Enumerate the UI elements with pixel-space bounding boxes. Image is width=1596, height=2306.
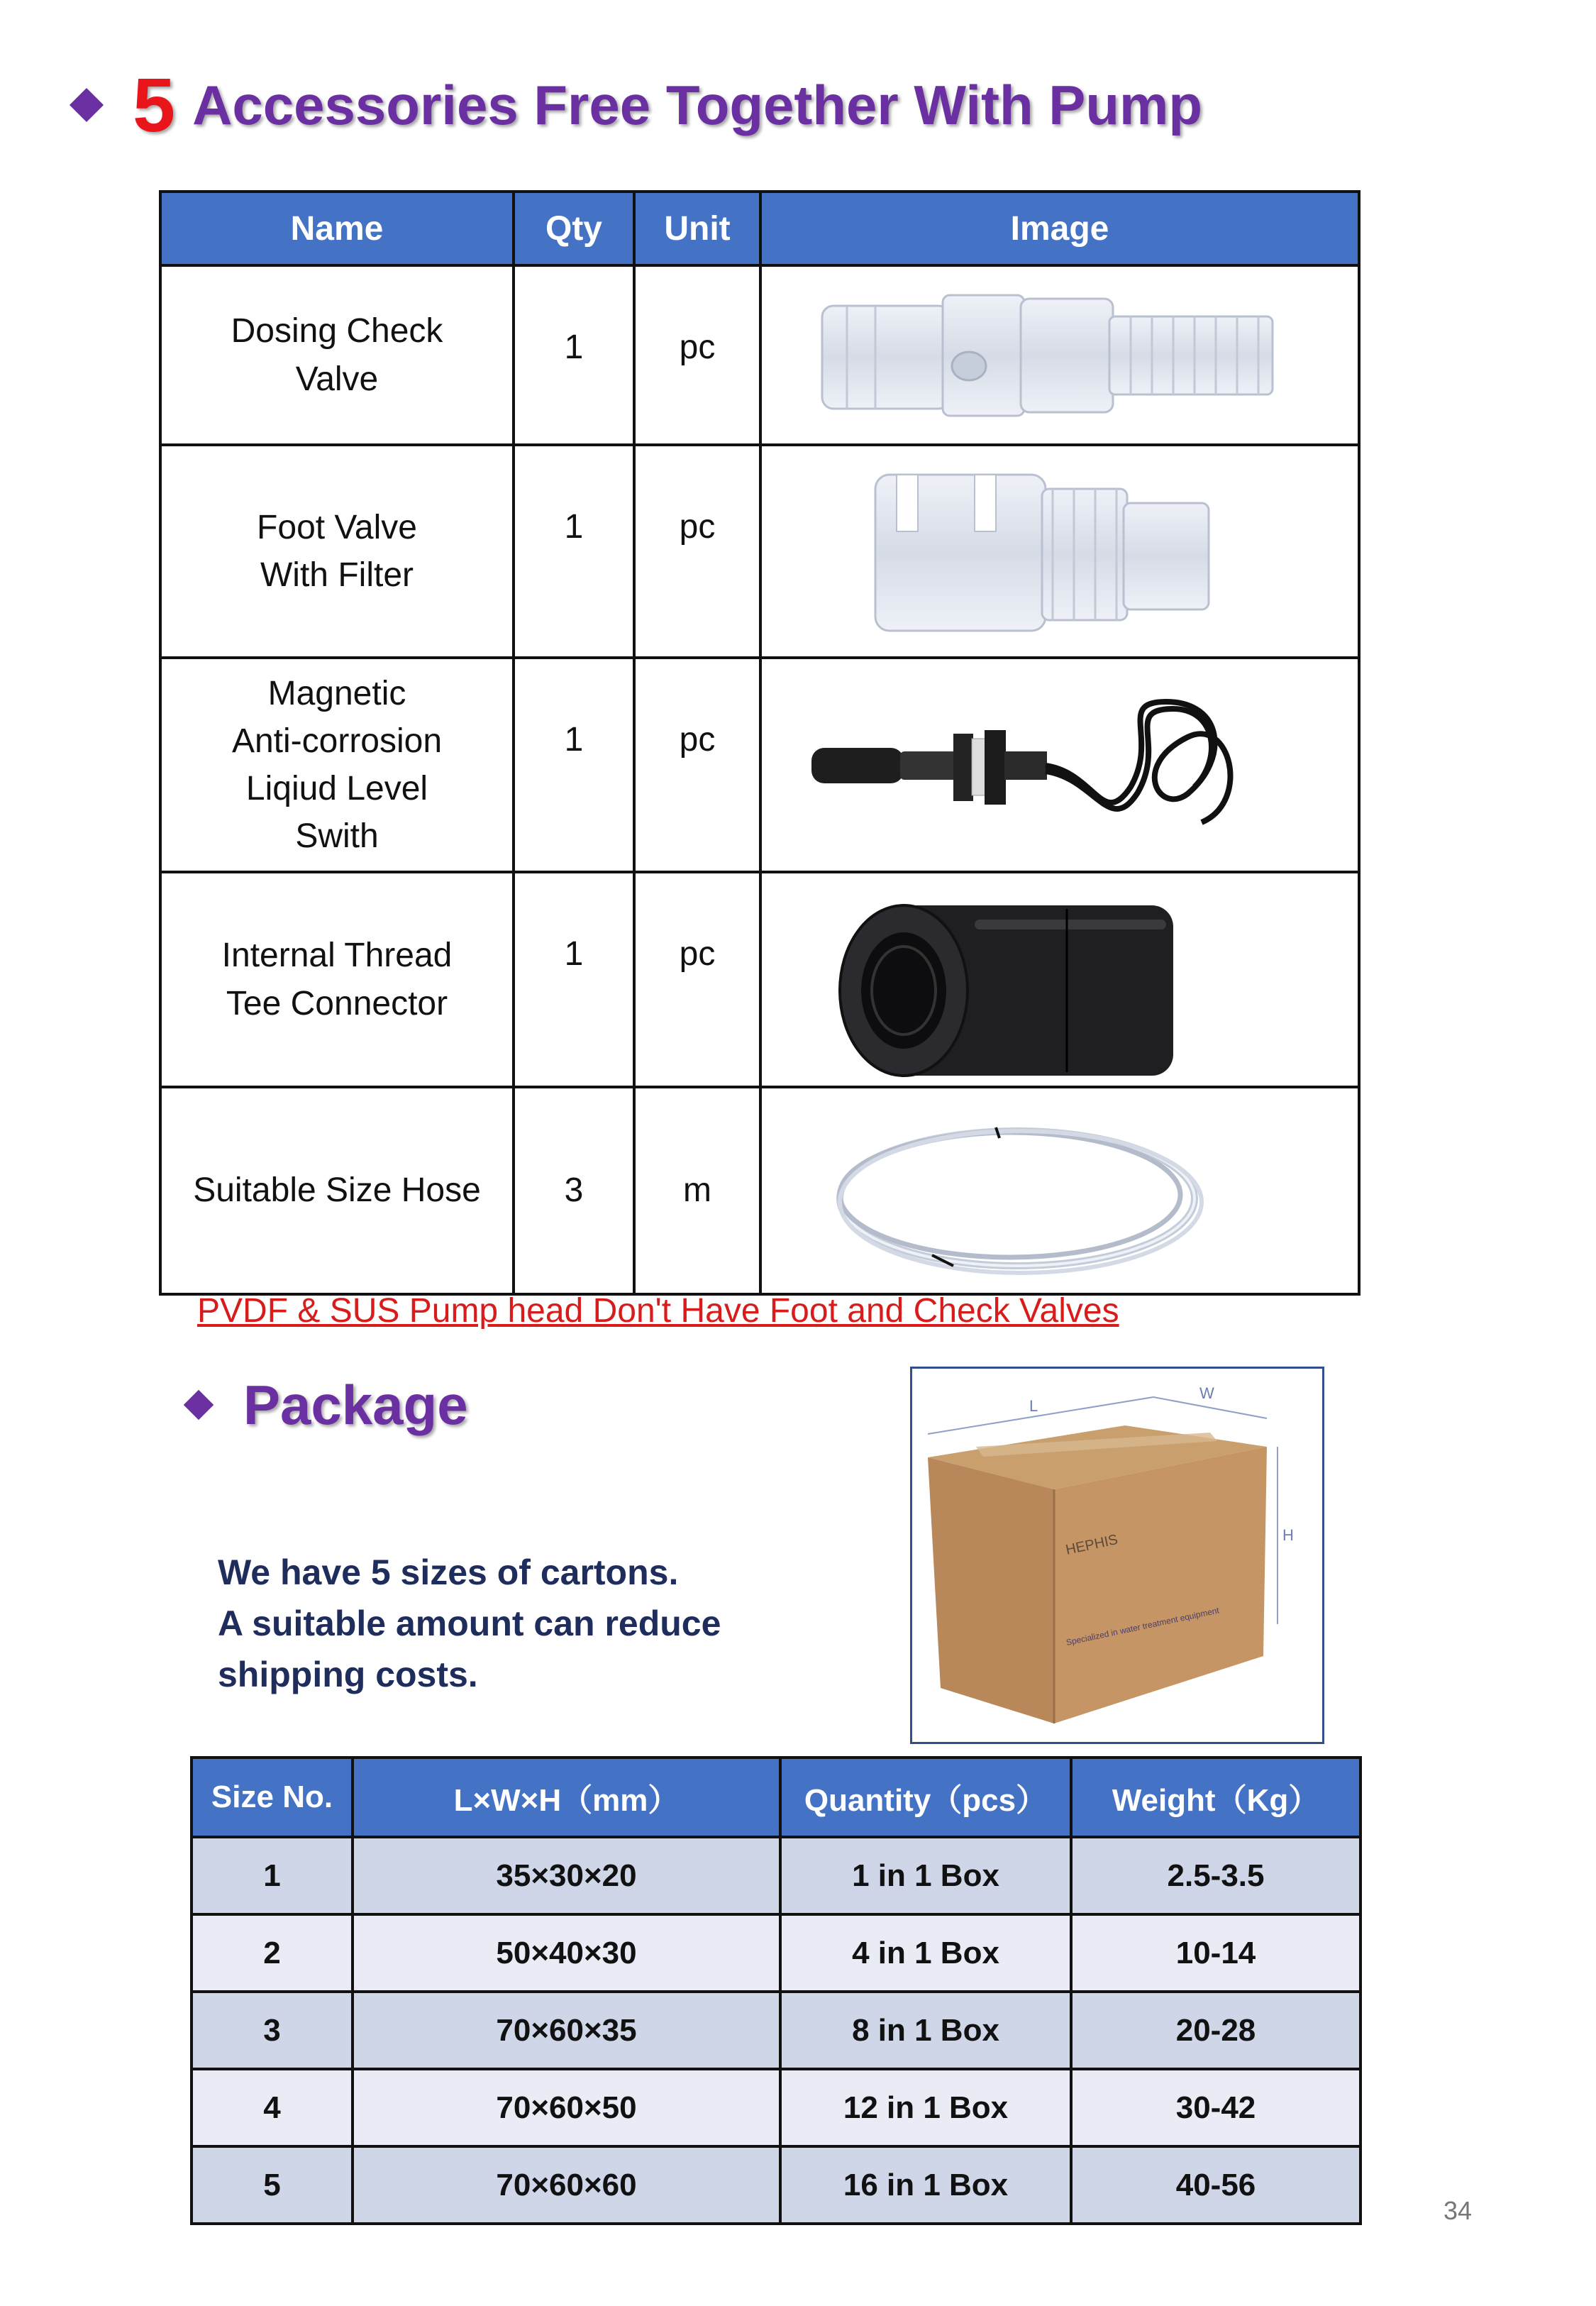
- level-switch-image: [760, 658, 1359, 872]
- package-description-line: We have 5 sizes of cartons.: [218, 1552, 679, 1592]
- size-weight: 2.5-3.5: [1071, 1837, 1361, 1914]
- accessories-heading: [74, 55, 1202, 155]
- size-weight: 10-14: [1071, 1914, 1361, 1992]
- size-no: 5: [192, 2146, 353, 2224]
- size-dims: 70×60×35: [353, 1992, 780, 2069]
- size-dims: 35×30×20: [353, 1837, 780, 1914]
- size-dims: 50×40×30: [353, 1914, 780, 1992]
- size-weight: 40-56: [1071, 2146, 1361, 2224]
- carton-label-h: H: [1282, 1526, 1294, 1544]
- table-row: [160, 445, 1359, 658]
- item-unit: pc: [634, 265, 760, 445]
- size-qty: 12 in 1 Box: [780, 2069, 1071, 2146]
- table-row: [192, 1914, 1361, 1992]
- package-description-line: shipping costs.: [218, 1655, 478, 1694]
- package-title: Package: [243, 1373, 468, 1436]
- item-qty: 3: [514, 1087, 634, 1294]
- carton-image: [910, 1367, 1324, 1744]
- col-header-qty: Qty: [514, 192, 634, 265]
- item-name: Suitable Size Hose: [160, 1087, 514, 1294]
- package-description-line: A suitable amount can reduce: [218, 1604, 721, 1643]
- table-row: [160, 1087, 1359, 1294]
- package-description: [218, 1547, 721, 1700]
- item-unit: pc: [634, 445, 760, 658]
- carton-label-l: L: [1029, 1397, 1038, 1415]
- table-row: [192, 2069, 1361, 2146]
- carton-size-table: [190, 1756, 1362, 2225]
- size-qty: 8 in 1 Box: [780, 1992, 1071, 2069]
- col-header-weight: Weight（Kg）: [1071, 1758, 1361, 1837]
- item-name: Dosing Check Valve: [160, 265, 514, 445]
- item-qty: 1: [514, 265, 634, 445]
- table-row: [192, 2146, 1361, 2224]
- foot-valve-image: [760, 445, 1359, 658]
- item-unit: pc: [634, 658, 760, 872]
- carton-brand: HEPHIS: [1064, 1531, 1119, 1558]
- size-dims: 70×60×60: [353, 2146, 780, 2224]
- table-row: [160, 872, 1359, 1087]
- table-row: [192, 1992, 1361, 2069]
- table-row: [192, 1837, 1361, 1914]
- package-heading: [188, 1362, 468, 1447]
- item-unit: pc: [634, 872, 760, 1087]
- size-qty: 4 in 1 Box: [780, 1914, 1071, 1992]
- size-no: 2: [192, 1914, 353, 1992]
- size-weight: 30-42: [1071, 2069, 1361, 2146]
- item-unit: m: [634, 1087, 760, 1294]
- pump-head-note: PVDF & SUS Pump head Don't Have Foot and Check Valves: [197, 1292, 1119, 1330]
- table-row: [160, 658, 1359, 872]
- size-weight: 20-28: [1071, 1992, 1361, 2069]
- page-number: 34: [1443, 2196, 1473, 2225]
- item-qty: 1: [514, 658, 634, 872]
- size-no: 4: [192, 2069, 353, 2146]
- col-header-image: Image: [760, 192, 1359, 265]
- accessories-header-row: [160, 192, 1359, 265]
- size-no: 3: [192, 1992, 353, 2069]
- check-valve-image: [760, 265, 1359, 445]
- col-header-name: Name: [160, 192, 514, 265]
- col-header-dims: L×W×H（mm）: [353, 1758, 780, 1837]
- size-qty: 16 in 1 Box: [780, 2146, 1071, 2224]
- accessories-table: [159, 190, 1361, 1296]
- diamond-bullet-icon: [70, 88, 104, 122]
- hose-image: [760, 1087, 1359, 1294]
- accessories-count: 5: [133, 62, 176, 148]
- item-qty: 1: [514, 872, 634, 1087]
- item-name: Magnetic Anti-corrosion Liqiud Level Swith: [160, 658, 514, 872]
- item-name: Internal Thread Tee Connector: [160, 872, 514, 1087]
- size-no: 1: [192, 1837, 353, 1914]
- col-header-size: Size No.: [192, 1758, 353, 1837]
- item-qty: 1: [514, 445, 634, 658]
- item-name: Foot Valve With Filter: [160, 445, 514, 658]
- diamond-bullet-icon: [184, 1390, 214, 1420]
- carton-label-w: W: [1199, 1384, 1214, 1402]
- accessories-title: Accessories Free Together With Pump: [192, 74, 1202, 136]
- col-header-quantity: Quantity（pcs）: [780, 1758, 1071, 1837]
- size-dims: 70×60×50: [353, 2069, 780, 2146]
- carton-tagline: Specialized in water treatment equipment: [1065, 1605, 1220, 1648]
- size-header-row: [192, 1758, 1361, 1837]
- col-header-unit: Unit: [634, 192, 760, 265]
- tee-connector-image: [760, 872, 1359, 1087]
- size-qty: 1 in 1 Box: [780, 1837, 1071, 1914]
- table-row: [160, 265, 1359, 445]
